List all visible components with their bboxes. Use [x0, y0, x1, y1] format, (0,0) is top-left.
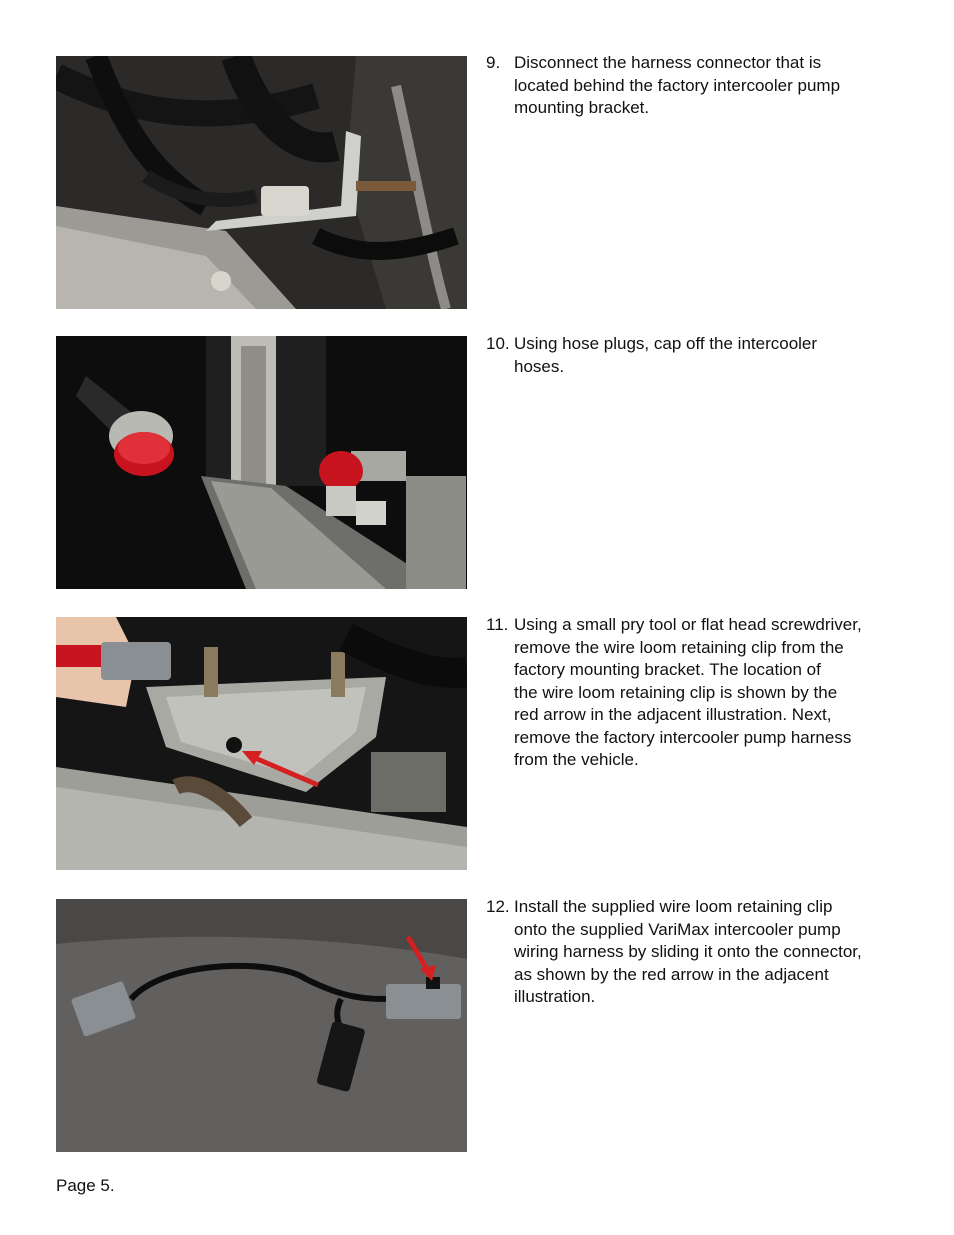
step-text: Using a small pry tool or flat head screwdriver, remove the wire loom retaining clip from the factory mounting bracket. The location of the wire loom retaining clip is shown by the red arrow in the adjacent illustration. Next, remove the factory intercooler pump harness from the vehicle.: [514, 615, 862, 769]
step-number: 9.: [486, 53, 501, 72]
step-text: Install the supplied wire loom retaining clip onto the supplied VariMax intercooler pump wiring harness by sliding it onto the connector, as shown by the red arrow in the adjacent illustration.: [514, 897, 862, 1006]
hose-plugs-photo: [56, 336, 467, 589]
photo-step-9: [56, 56, 467, 309]
step-number: 11.: [486, 615, 509, 634]
wiring-harness-photo: [56, 899, 467, 1152]
step-10: [486, 333, 906, 378]
step-9: [486, 52, 906, 120]
step-number: 12.: [486, 897, 510, 916]
photo-step-12: [56, 899, 467, 1152]
step-number: 10.: [486, 334, 510, 353]
step-text: Disconnect the harness connector that is located behind the factory intercooler pump mounting bracket.: [514, 53, 841, 117]
step-text: Using hose plugs, cap off the intercooler hoses.: [514, 334, 818, 376]
page-number: Page 5.: [56, 1176, 115, 1195]
photo-step-11: [56, 617, 467, 870]
photo-step-10: [56, 336, 467, 589]
step-12: [486, 896, 906, 1009]
step-11: [486, 614, 906, 772]
retaining-clip-photo: [56, 617, 467, 870]
harness-connector-photo: [56, 56, 467, 309]
